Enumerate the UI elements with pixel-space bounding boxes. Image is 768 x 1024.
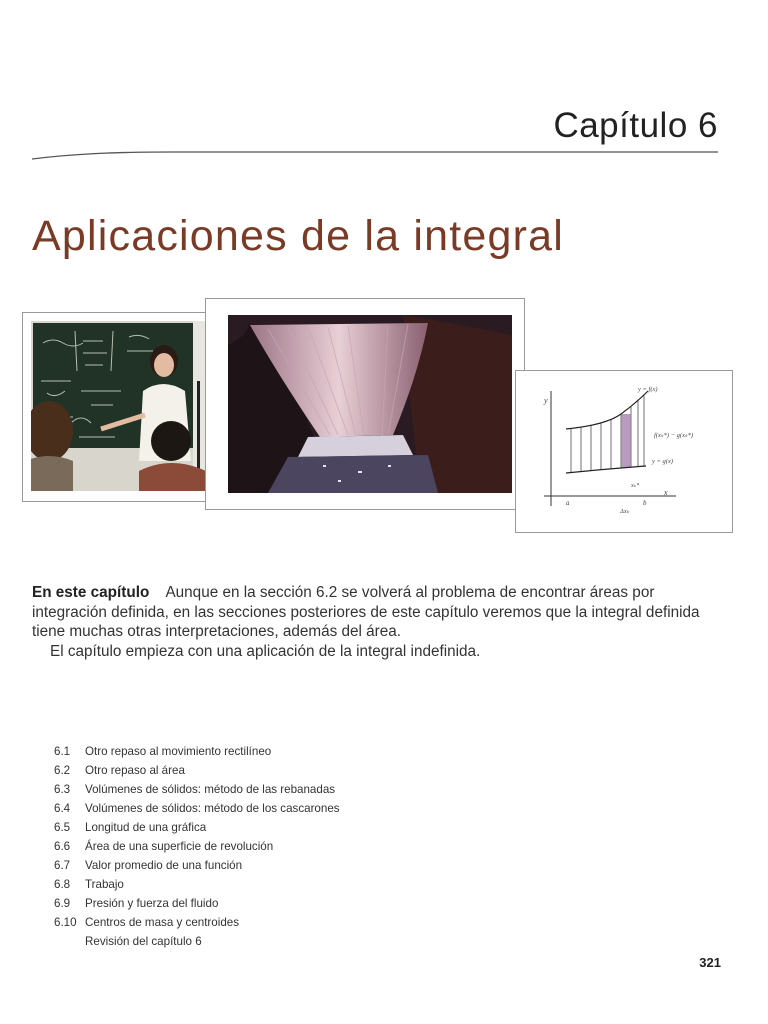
toc-section-number: 6.6 [54, 840, 71, 853]
intro-second: El capítulo empieza con una aplicación de la integral indefinida. [50, 642, 481, 660]
g-label: y = g(x) [652, 458, 673, 465]
classroom-photo-frame [22, 312, 220, 502]
intro-body: Aunque en la sección 6.2 se volverá al problema de encontrar áreas por integración definida, en las secciones posteriores de este capítulo veremos que la integral definida tiene muchas otras interpretaciones, además del área. [32, 584, 700, 640]
table-of-contents [54, 742, 340, 951]
toc-item [54, 894, 340, 913]
area-diagram-frame [515, 370, 733, 533]
a-label: a [566, 499, 570, 507]
toc-section-number: 6.9 [54, 897, 71, 910]
blackboard-classroom-photo [31, 321, 206, 491]
b-label: b [643, 499, 647, 507]
dam-photo-frame [205, 298, 525, 510]
toc-item [54, 837, 340, 856]
toc-section-number: 6.1 [54, 745, 71, 758]
toc-item [54, 799, 340, 818]
dx-label: Δxₖ [620, 508, 630, 515]
x-axis-label: x [664, 488, 668, 497]
xk-label: xₖ* [631, 483, 640, 489]
highlighted-strip [621, 414, 631, 468]
toc-section-title: Presión y fuerza del fluido [85, 897, 219, 910]
toc-section-title: Longitud de una gráfica [85, 821, 207, 834]
toc-section-title: Volúmenes de sólidos: método de las rebanadas [85, 783, 336, 796]
toc-item [54, 913, 340, 932]
toc-section-number: 6.8 [54, 878, 71, 891]
dam-photo [228, 315, 512, 493]
toc-item [54, 780, 340, 799]
toc-section-number: 6.10 [54, 916, 77, 929]
f-label: y = f(x) [638, 386, 658, 393]
toc-section-number: 6.3 [54, 783, 71, 796]
toc-item [54, 742, 340, 761]
strip-height-label: f(xₖ*) − g(xₖ*) [654, 432, 694, 439]
toc-item [54, 856, 340, 875]
toc-section-title: Revisión del capítulo 6 [85, 935, 202, 948]
chapter-label: Capítulo 6 [553, 106, 718, 145]
toc-section-number: 6.5 [54, 821, 71, 834]
toc-section-title: Valor promedio de una función [85, 859, 243, 872]
toc-section-number: 6.4 [54, 802, 71, 815]
toc-section-title: Área de una superficie de revolución [85, 840, 274, 853]
toc-section-title: Otro repaso al área [85, 764, 185, 777]
toc-section-title: Centros de masa y centroides [85, 916, 240, 929]
f-curve [566, 391, 648, 429]
chapter-title: Aplicaciones de la integral [32, 212, 564, 260]
y-axis-label: y [544, 396, 548, 405]
toc-section-number: 6.2 [54, 764, 71, 777]
page-number: 321 [699, 955, 721, 970]
toc-section-title: Volúmenes de sólidos: método de los cascarones [85, 802, 340, 815]
toc-section-title: Trabajo [85, 878, 124, 891]
area-between-curves-diagram [526, 381, 724, 521]
chapter-rule [32, 150, 718, 162]
toc-item [54, 932, 340, 951]
toc-item [54, 761, 340, 780]
chapter-intro [32, 583, 722, 661]
rectangle-strips [571, 395, 644, 473]
toc-section-number: 6.7 [54, 859, 71, 872]
toc-item [54, 875, 340, 894]
toc-item [54, 818, 340, 837]
intro-lead: En este capítulo [32, 584, 150, 601]
toc-section-title: Otro repaso al movimiento rectilíneo [85, 745, 272, 758]
g-curve [566, 466, 646, 473]
